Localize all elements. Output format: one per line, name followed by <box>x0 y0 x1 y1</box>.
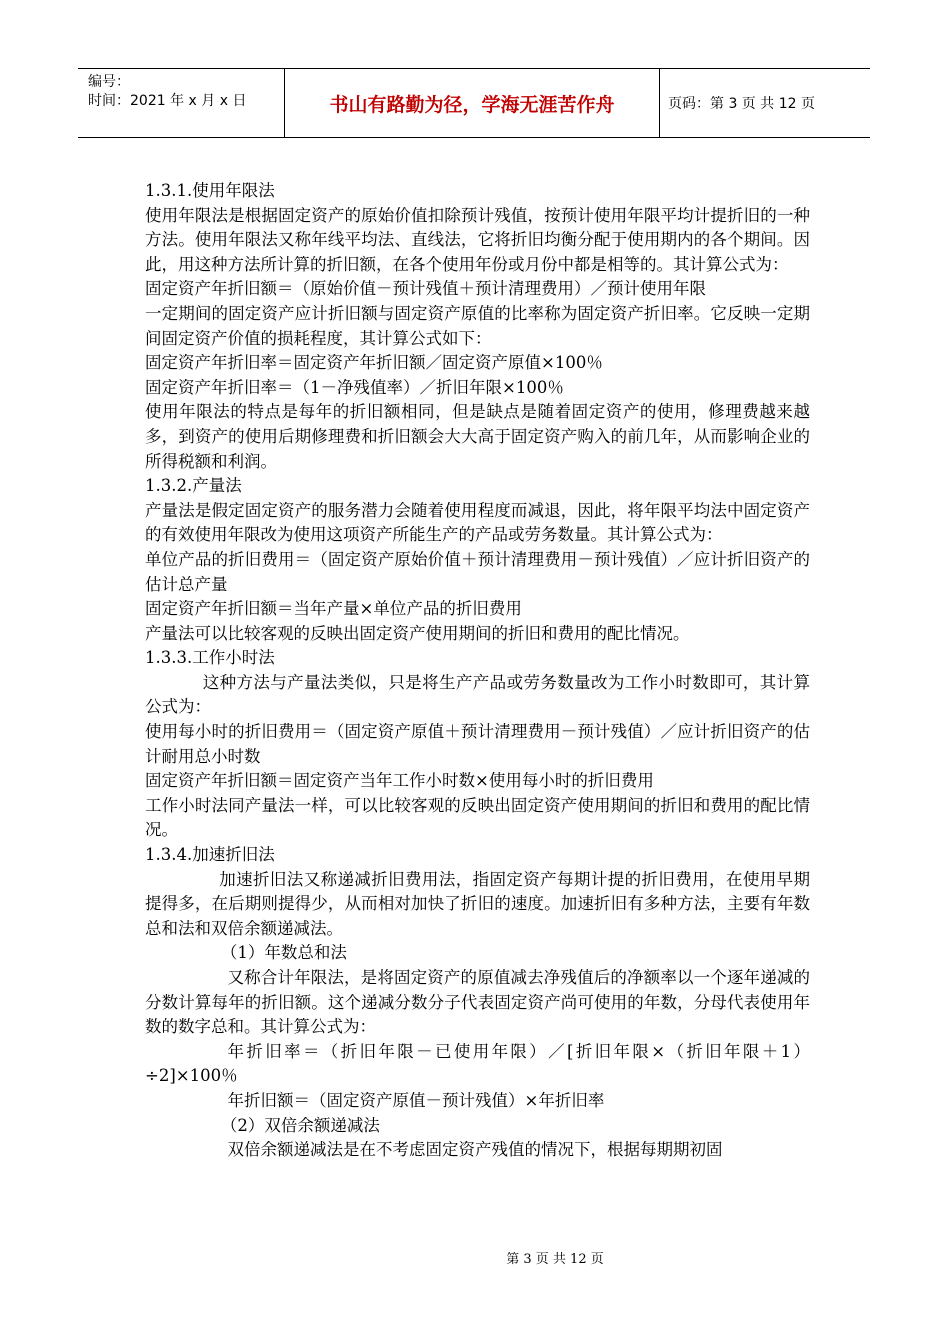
formula: 单位产品的折旧费用＝（固定资产原始价值＋预计清理费用－预计残值）／应计折旧资产的估计总产量 <box>145 549 810 594</box>
paragraph: 这种方法与产量法类似，只是将生产产品或劳务数量改为工作小时数即可，其计算公式为： <box>145 672 810 717</box>
document-number-label: 编号： <box>88 74 130 90</box>
document-time-label: 时间：2021 年 x 月 x 日 <box>88 93 247 109</box>
header-motto: 书山有路勤为径，学海无涯苦作舟 <box>284 69 660 137</box>
page-footer: 第 3 页 共 12 页 <box>506 1252 604 1267</box>
paragraph: 产量法可以比较客观的反映出固定资产使用期间的折旧和费用的配比情况。 <box>145 623 690 643</box>
subsection-heading: （2）双倍余额递减法 <box>220 1115 380 1135</box>
section-heading: 1.3.4.加速折旧法 <box>145 845 275 865</box>
paragraph: 双倍余额递减法是在不考虑固定资产残值的情况下，根据每期期初固 <box>227 1140 723 1160</box>
page-header <box>78 68 870 138</box>
paragraph: 又称合计年限法，是将固定资产的原值减去净残值后的净额率以一个逐年递减的分数计算每年的折旧额。这个递减分数分子代表固定资产尚可使用的年数，分母代表使用年数的数字总和。其计算公式为： <box>145 968 810 1037</box>
document-body <box>145 179 810 1163</box>
section-heading: 1.3.3.工作小时法 <box>145 648 275 668</box>
section-heading: 1.3.2.产量法 <box>145 476 242 496</box>
paragraph: 使用年限法是根据固定资产的原始价值扣除预计残值，按预计使用年限平均计提折旧的一种方法。使用年限法又称年线平均法、直线法，它将折旧均衡分配于使用期内的各个期间。因此，用这种方法所计算的折旧额，在各个使用年份或月份中都是相等的。其计算公式为： <box>145 205 810 274</box>
formula: 固定资产年折旧率＝（1－净残值率）／折旧年限×100％ <box>145 377 564 397</box>
paragraph: 产量法是假定固定资产的服务潜力会随着使用程度而减退，因此，将年限平均法中固定资产的有效使用年限改为使用这项资产所能生产的产品或劳务数量。其计算公式为： <box>145 500 810 545</box>
section-heading: 1.3.1.使用年限法 <box>145 181 275 200</box>
subsection-heading: （1）年数总和法 <box>220 943 347 963</box>
header-meta <box>88 73 274 111</box>
formula: 年折旧额＝（固定资产原值－预计残值）×年折旧率 <box>227 1090 605 1110</box>
formula: 固定资产年折旧额＝当年产量×单位产品的折旧费用 <box>145 599 522 619</box>
paragraph: 一定期间的固定资产应计折旧额与固定资产原值的比率称为固定资产折旧率。它反映一定期间固定资产价值的损耗程度，其计算公式如下： <box>145 303 810 348</box>
formula: 固定资产年折旧率＝固定资产年折旧额／固定资产原值×100％ <box>145 353 603 373</box>
formula: 年折旧率＝（折旧年限－已使用年限）／[折旧年限×（折旧年限＋1）÷2]×100％ <box>145 1041 810 1086</box>
paragraph: 工作小时法同产量法一样，可以比较客观的反映出固定资产使用期间的折旧和费用的配比情况。 <box>145 795 810 840</box>
paragraph: 加速折旧法又称递减折旧费用法，指固定资产每期计提的折旧费用，在使用早期提得多，在后期则提得少，从而相对加快了折旧的速度。加速折旧有多种方法，主要有年数总和法和双倍余额递减法。 <box>145 869 810 938</box>
header-page-info: 页码：第 3 页 共 12 页 <box>668 96 815 112</box>
formula: 固定资产年折旧额＝（原始价值－预计残值＋预计清理费用）／预计使用年限 <box>145 279 706 299</box>
paragraph: 使用年限法的特点是每年的折旧额相同，但是缺点是随着固定资产的使用，修理费越来越多，到资产的使用后期修理费和折旧额会大大高于固定资产购入的前几年，从而影响企业的所得税额和利润。 <box>145 402 810 471</box>
formula: 固定资产年折旧额＝固定资产当年工作小时数×使用每小时的折旧费用 <box>145 771 654 791</box>
formula: 使用每小时的折旧费用＝（固定资产原值＋预计清理费用－预计残值）／应计折旧资产的估计耐用总小时数 <box>145 722 810 766</box>
